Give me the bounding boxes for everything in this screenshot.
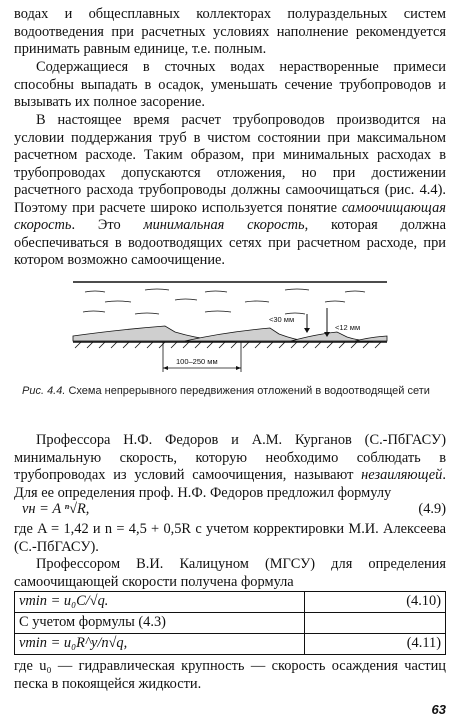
page-number: 63 [431, 702, 446, 717]
term-non-silting: незаиляющей [361, 467, 443, 483]
label-30mm: <30 мм [269, 315, 295, 324]
formula-row [15, 634, 446, 655]
paragraph-4 [14, 432, 446, 502]
paragraph-7: где u₀ — гидравлическая крупность — скорость осаждения частиц песка в покоящейся жидкости. [14, 658, 446, 692]
figure-caption-text: Схема непрерывного передвижения отложений в водоотводящей сети [65, 385, 430, 397]
paragraph-3 [14, 112, 446, 270]
formula-4-11-number: (4.11) [305, 634, 446, 655]
formula-table [14, 591, 446, 655]
formula-4-11-expression: vmin = u₀R^y/n√q, [15, 634, 305, 655]
arrow-30mm-head [304, 328, 310, 333]
figure-caption-label: Рис. 4.4. [22, 385, 66, 397]
formula-row [15, 613, 446, 634]
formula-4-10-expression: vmin = u₀C/√q. [15, 592, 305, 613]
formula-4-9-expression: vн = A ⁿ√R, [22, 501, 90, 517]
pipe-deposit-figure [55, 280, 395, 380]
paragraph-4-text-b: . Для ее определения проф. Н.Ф. Федоров предложил формулу [14, 467, 446, 501]
term-self-cleaning-velocity: самоочищающая скорость [14, 199, 446, 233]
formula-4-10-number: (4.10) [305, 592, 446, 613]
paragraph-4-text-a: Профессора Н.Ф. Федоров и А.М. Курганов (С.-ПбГАСУ) минимальную скорость, которую необходимо соблюдать в трубопроводах из условий самоочищения, называют [14, 432, 446, 483]
formula-4-9-number: (4.9) [418, 501, 446, 517]
formula-4-9 [14, 501, 446, 519]
paragraph-3-text-a: В настоящее время расчет трубопроводов производится на условии поддержания труб в чистом состоянии при максимальном расчетном расходе. Таким образом, при минимальных расходах в трубопроводах допускаются отложения, но при достижении расчетного расхода трубопроводы должны самоочищаться (рис. 4.4). Поэтому при расчете широко используется понятие [14, 112, 446, 216]
water-flow-lines [83, 289, 365, 314]
paragraph-5: где A = 1,42 и n = 4,5 + 0,5R с учетом корректировки М.И. Алексеева (С.-ПбГАСУ). [14, 521, 446, 555]
paragraph-2: Содержащиеся в сточных водах нерастворенные примеси способны выпадать в осадок, уменьшать сечение трубопроводов и вызывать их полное засорение. [14, 59, 446, 110]
label-length: 100–250 мм [176, 357, 218, 366]
paragraph-3-text-b: . Это [71, 217, 144, 233]
paragraph-3-text-c: , которая должна обеспечиваться в водоотводящих сетях при расчетном расходе, при котором возможно самоочищение. [14, 217, 446, 268]
figure-caption [22, 385, 452, 398]
formula-note: С учетом формулы (4.3) [15, 613, 305, 634]
term-minimal-velocity: минимальная скорость [143, 217, 305, 233]
paragraph-1: водах и общесплавных коллекторах полураздельных систем водоотведения при расчетных условиях наполнение рекомендуется принимать равным единице, т.е. полным. [14, 6, 446, 57]
formula-row [15, 592, 446, 613]
paragraph-6: Профессором В.И. Калицуном (МГСУ) для определения самоочищающей скорости получена формула [14, 556, 446, 590]
label-12mm: <12 мм [335, 323, 361, 332]
formula-note-number [305, 613, 446, 634]
pipe-bottom-hatching [75, 342, 381, 348]
